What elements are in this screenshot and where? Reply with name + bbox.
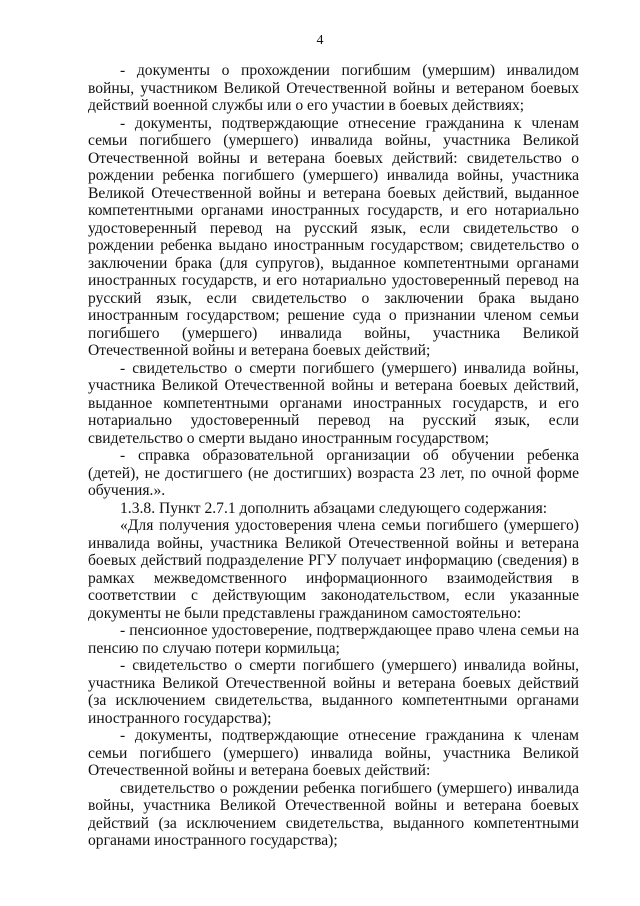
paragraph-3: - свидетельство о смерти погибшего (умершего) инвалида войны, участника Великой Отечественной войны и ветерана боевых действий, выданное компетентными органами иностранных государств, и его нотариально удостоверенный перевод на русский язык, если свидетельство о смерти выдано иностранным государством;	[88, 359, 579, 447]
paragraph-1: - документы о прохождении погибшим (умершим) инвалидом войны, участником Великой Отечественной войны и ветераном боевых действий военной службы или о его участии в боевых действиях;	[88, 62, 579, 114]
paragraph-6: «Для получения удостоверения члена семьи погибшего (умершего) инвалида войны, участника Великой Отечественной войны и ветерана боевых действий подразделение РГУ получает информацию (сведения) в рамках межведомственного информационного взаимодействия в соответствии с действующим законодательством, если указанные документы не были представлены гражданином самостоятельно:	[88, 517, 579, 622]
paragraph-9: - документы, подтверждающие отнесение гражданина к членам семьи погибшего (умершего) инвалида войны, участника Великой Отечественной войны и ветерана боевых действий:	[88, 727, 579, 779]
paragraph-2: - документы, подтверждающие отнесение гражданина к членам семьи погибшего (умершего) инвалида войны, участника Великой Отечественной войны и ветерана боевых действий: свидетельство о рождении ребенка погибшего (умершего) инвалида войны, участника Великой Отечественной войны и ветерана боевых действий, выданное компетентными органами иностранных государств, и его нотариально удостоверенный перевод на русский язык, если свидетельство о рождении ребенка выдано иностранным государством; свидетельство о заключении брака (для супругов), выданное компетентными органами иностранных государств, и его нотариально удостоверенный перевод на русский язык, если свидетельство о заключении брака выдано иностранным государством; решение суда о признании членом семьи погибшего (умершего) инвалида войны, участника Великой Отечественной войны и ветерана боевых действий;	[88, 114, 579, 359]
document-body	[88, 62, 579, 850]
paragraph-5: 1.3.8. Пункт 2.7.1 дополнить абзацами следующего содержания:	[120, 499, 548, 517]
page-number: 4	[316, 33, 324, 48]
paragraph-10: свидетельство о рождении ребенка погибшего (умершего) инвалида войны, участника Великой Отечественной войны и ветерана боевых действий (за исключением свидетельства, выданного компетентными органами иностранного государства);	[88, 779, 579, 849]
paragraph-4: - справка образовательной организации об обучении ребенка (детей), не достигшего (не достигших) возраста 23 лет, по очной форме обучения.».	[88, 447, 579, 499]
paragraph-7: - пенсионное удостоверение, подтверждающее право члена семьи на пенсию по случаю потери кормильца;	[88, 622, 579, 657]
paragraph-8: - свидетельство о смерти погибшего (умершего) инвалида войны, участника Великой Отечественной войны и ветерана боевых действий (за исключением свидетельства, выданного компетентными органами иностранного государства);	[88, 657, 579, 727]
